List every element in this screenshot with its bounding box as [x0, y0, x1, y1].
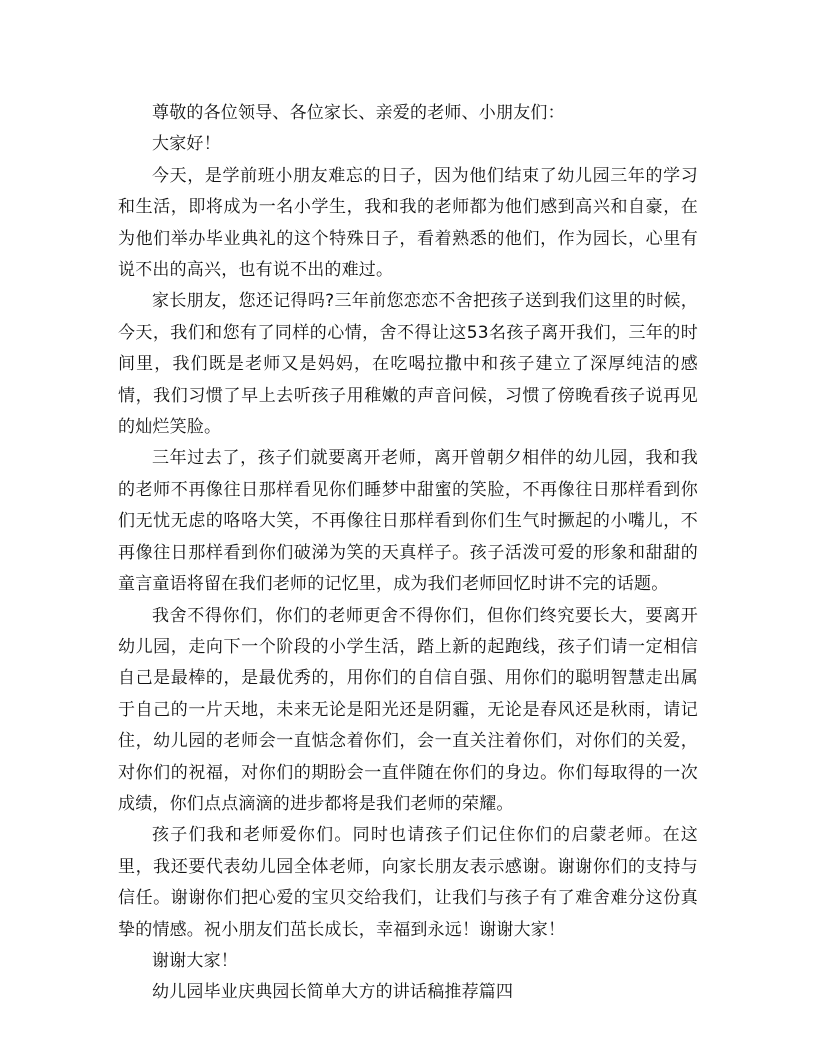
paragraph-2: 家长朋友，您还记得吗?三年前您恋恋不舍把孩子送到我们这里的时候，今天，我们和您有了同样的心情，舍不得让这53名孩子离开我们，三年的时间里，我们既是老师又是妈妈，在吃喝拉撒中和孩子建立了深厚纯洁的感情，我们习惯了早上去听孩子用稚嫩的声音问候，习惯了傍晚看孩子说再见的灿烂笑脸。: [118, 291, 698, 438]
paragraph-4: 我舍不得你们，你们的老师更舍不得你们，但你们终究要长大，要离开幼儿园，走向下一个阶段的小学生活，踏上新的起跑线，孩子们请一定相信自己是最棒的，是最优秀的，用你们的自信自强、用你们的聪明智慧走出属于自己的一片天地，未来无论是阳光还是阴霾，无论是春风还是秋雨，请记住，幼儿园的老师会一直惦念着你们，会一直关注着你们，对你们的关爱，对你们的祝福，对你们的期盼会一直伴随在你们的身边。你们每取得的一次成绩，你们点点滴滴的进步都将是我们老师的荣耀。: [118, 605, 698, 814]
hello-line: 大家好！: [152, 134, 221, 155]
next-section-title: 幼儿园毕业庆典园长简单大方的讲话稿推荐篇四: [152, 982, 514, 1003]
thanks-line: 谢谢大家！: [152, 950, 238, 971]
paragraph-5: 孩子们我和老师爱你们。同时也请孩子们记住你们的启蒙老师。在这里，我还要代表幼儿园全体老师，向家长朋友表示感谢。谢谢你们的支持与信任。谢谢你们把心爱的宝贝交给我们，让我们与孩子有了难舍难分这份真挚的情感。祝小朋友们茁长成长，幸福到永远！谢谢大家！: [118, 825, 698, 940]
paragraph-1: 今天，是学前班小朋友难忘的日子，因为他们结束了幼儿园三年的学习和生活，即将成为一名小学生，我和我的老师都为他们感到高兴和自豪，在为他们举办毕业典礼的这个特殊日子，看着熟悉的他们，作为园长，心里有说不出的高兴，也有说不出的难过。: [118, 165, 698, 281]
paragraph-3: 三年过去了，孩子们就要离开老师，离开曾朝夕相伴的幼儿园，我和我的老师不再像往日那样看见你们睡梦中甜蜜的笑脸，不再像往日那样看到你们无忧无虑的咯咯大笑，不再像往日那样看到你们生气时撅起的小嘴儿，不再像往日那样看到你们破涕为笑的天真样子。孩子活泼可爱的形象和甜甜的童言童语将留在我们老师的记忆里，成为我们老师回忆时讲不完的话题。: [118, 448, 698, 595]
document-page: [118, 98, 698, 1009]
greeting-line: 尊敬的各位领导、各位家长、亲爱的老师、小朋友们：: [152, 103, 565, 123]
